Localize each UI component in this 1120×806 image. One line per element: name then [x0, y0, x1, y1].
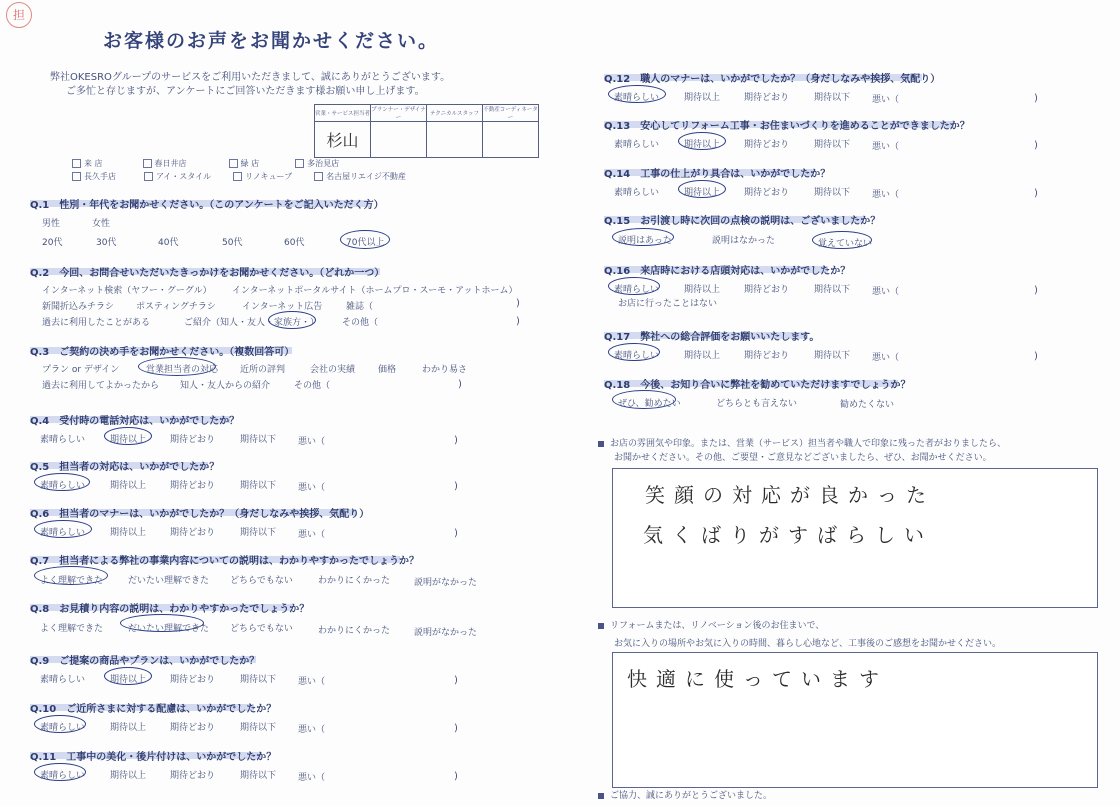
q4-option-4: 期待以下 — [240, 435, 277, 445]
q16-option-2: 期待以上 — [684, 285, 721, 295]
q2-opt: その他（ — [342, 318, 379, 328]
q17-option-2: 期待以上 — [684, 351, 721, 361]
q13-option-3: 期待どおり — [744, 140, 790, 150]
staff-header: テクニカルスタッフ — [427, 105, 483, 122]
q13-label: Q.13 安心してリフォーム工事・お住まいづくりを進めることができましたか？ — [604, 121, 970, 132]
q17-option-3: 期待どおり — [744, 351, 790, 361]
q12-option-4: 期待以下 — [814, 93, 851, 103]
q11-option-3: 期待どおり — [170, 771, 216, 781]
q16-extra: お店に行ったことはない — [618, 299, 718, 309]
q7-opt: どちらでもない — [230, 576, 293, 586]
comment-2-line-1: 快適に使っています — [627, 667, 888, 691]
q5-option-4: 期待以下 — [240, 481, 277, 491]
q8-opt: わかりにくかった — [318, 626, 391, 636]
q7-opt: わかりにくかった — [318, 576, 391, 586]
q3-opt: その他（ — [294, 381, 331, 391]
q4-paren: ) — [454, 435, 458, 446]
staff-header: 不動産コーディネーター — [483, 105, 539, 122]
q8-label: Q.8 お見積り内容の説明は、わかりやすかったでしょうか？ — [30, 604, 310, 615]
q14-label: Q.14 工事の仕上がり具合は、いかがでしたか？ — [604, 169, 831, 180]
q16-paren: ) — [1034, 285, 1038, 296]
q15-opt: 説明はなかった — [712, 236, 776, 246]
q9-option-4: 期待以下 — [240, 675, 277, 685]
q17-label: Q.17 弊社への総合評価をお願いいたします。 — [604, 332, 820, 343]
q17-option-4: 期待以下 — [814, 351, 851, 361]
comment-1-line-1: 笑顔の対応が良かった — [645, 483, 935, 507]
q3-opt: 過去に利用してよかったから — [42, 381, 160, 391]
q2-label: Q.2 今回、お問合せいただいたきっかけをお聞かせください。（どれか一つ） — [30, 268, 385, 279]
q8-opt: 説明がなかった — [414, 628, 478, 638]
comment-2-label-2: お気に入りの場所やお気に入りの時間、暮らし心地など、工事後のご感想をお聞かせください。 — [614, 639, 1002, 649]
q2-opt: 雑誌（ — [346, 302, 374, 312]
q2-opt: インターネットポータルサイト（ホームプロ・スーモ・アットホーム） — [232, 286, 518, 296]
q8-opt: だいたい理解できた — [128, 624, 210, 634]
q12-paren: ) — [1034, 93, 1038, 104]
q1-age-20: 20代 — [42, 238, 63, 248]
q5-label: Q.5 担当者の対応は、いかがでしたか？ — [30, 462, 220, 473]
q9-option-5: 悪い（ — [298, 677, 326, 687]
q15-label: Q.15 お引渡し時に次回の点検の説明は、ございましたか？ — [604, 216, 881, 227]
q6-paren: ) — [454, 528, 458, 539]
q11-paren: ) — [454, 771, 458, 782]
staff-header: 営業・サービス担当者 — [315, 105, 371, 122]
q9-option-1: 素晴らしい — [40, 675, 86, 685]
q18-opt: どちらとも言えない — [716, 399, 798, 409]
q12-label: Q.12 職人のマナーは、いかがでしたか？（身だしなみや挨拶、気配り） — [604, 74, 941, 85]
q7-opt: だいたい理解できた — [128, 576, 210, 586]
q7-opt: 説明がなかった — [414, 578, 478, 588]
q18-opt: 勧めたくない — [840, 400, 895, 410]
q10-option-4: 期待以下 — [240, 723, 277, 733]
q16-option-1: 素晴らしい — [614, 285, 660, 295]
intro-line-1: 弊社OKESROグループのサービスをご利用いただきまして、誠にありがとうございます。 — [50, 72, 451, 83]
q3-label: Q.3 ご契約の決め手をお聞かせください。（複数回答可） — [30, 347, 295, 358]
q17-paren: ) — [1034, 351, 1038, 362]
q4-option-1: 素晴らしい — [40, 435, 86, 445]
q10-option-5: 悪い（ — [298, 725, 326, 735]
q11-option-2: 期待以上 — [110, 771, 147, 781]
comment-1-box[interactable] — [612, 468, 1098, 608]
q5-option-2: 期待以上 — [110, 481, 147, 491]
sales-staff-name: 杉山 — [315, 122, 371, 158]
q16-option-3: 期待どおり — [744, 285, 790, 295]
q6-option-5: 悪い（ — [298, 530, 326, 540]
comment-1-label: お店の雰囲気や印象。または、営業（サービス）担当者や職人で印象に残った者がおりましたら、 — [598, 436, 1006, 449]
q10-option-1: 素晴らしい — [40, 723, 86, 733]
hanko-stamp: 担 — [6, 2, 32, 28]
q3-opt: わかり易さ — [422, 365, 468, 375]
q4-option-3: 期待どおり — [170, 435, 216, 445]
q2-opt: ポスティングチラシ — [136, 302, 216, 312]
q14-paren: ) — [1034, 188, 1038, 199]
q10-label: Q.10 ご近所さまに対する配慮は、いかがでしたか？ — [30, 704, 277, 715]
q2-opt: インターネット検索（ヤフー・グーグル） — [42, 286, 212, 296]
comment-1-line-2: 気くばりがすばらしい — [643, 523, 933, 547]
q17-option-5: 悪い（ — [872, 353, 900, 363]
q12-option-1: 素晴らしい — [614, 93, 660, 103]
q10-option-2: 期待以上 — [110, 723, 147, 733]
thanks-text: ご協力、誠にありがとうございました。 — [598, 788, 772, 801]
q6-option-2: 期待以上 — [110, 528, 147, 538]
q3-opt: 価格 — [378, 365, 397, 375]
q13-paren: ) — [1034, 140, 1038, 151]
q15-opt: 覚えていない — [818, 239, 873, 249]
q3-opt: 会社の実績 — [310, 365, 356, 375]
q2-opt: ご紹介（知人・友人・家族方・） — [184, 318, 320, 328]
comment-2-label: リフォームまたは、リノベーション後のお住まいで、 — [598, 618, 824, 631]
q3-opt: 営業担当者の対応 — [146, 365, 219, 375]
q12-option-2: 期待以上 — [684, 93, 721, 103]
q2-paren: ) — [516, 298, 520, 309]
q18-label: Q.18 今後、お知り合いに弊社を勧めていただけますでしょうか？ — [604, 380, 911, 391]
q9-option-2: 期待以上 — [110, 675, 147, 685]
q12-option-3: 期待どおり — [744, 93, 790, 103]
q8-opt: どちらでもない — [230, 624, 293, 634]
q5-option-3: 期待どおり — [170, 481, 216, 491]
q10-option-3: 期待どおり — [170, 723, 216, 733]
q16-label: Q.16 来店時における店頭対応は、いかがでしたか？ — [604, 266, 851, 277]
q6-label: Q.6 担当者のマナーは、いかがでしたか？（身だしなみや挨拶、気配り） — [30, 509, 370, 520]
q8-opt: よく理解できた — [40, 624, 104, 634]
q1-label: Q.1 性別・年代をお聞かせください。（このアンケートをご記入いただく方） — [30, 200, 384, 211]
comment-1-label-2: お聞かせください。その他、ご要望・ご意見などございましたら、ぜひ、お聞かせください。 — [614, 453, 992, 463]
q7-label: Q.7 担当者による弊社の事業内容についての説明は、わかりやすかったでしょうか？ — [30, 556, 420, 567]
q1-age-40: 40代 — [158, 238, 179, 248]
q14-option-1: 素晴らしい — [614, 188, 660, 198]
q11-label: Q.11 工事中の美化・後片付けは、いかがでしたか？ — [30, 752, 277, 763]
q4-option-2: 期待以上 — [110, 435, 147, 445]
q2-opt: 過去に利用したことがある — [42, 318, 151, 328]
q5-option-5: 悪い（ — [298, 483, 326, 493]
q16-option-4: 期待以下 — [814, 285, 851, 295]
q11-option-5: 悪い（ — [298, 773, 326, 783]
q12-option-5: 悪い（ — [872, 95, 900, 105]
q13-option-2: 期待以上 — [684, 140, 721, 150]
q3-opt: プラン or デザイン — [42, 365, 120, 375]
q4-label: Q.4 受付時の電話対応は、いかがでしたか？ — [30, 416, 240, 427]
staff-table — [314, 104, 539, 158]
q18-opt: ぜひ、勧めたい — [618, 399, 681, 409]
q10-paren: ) — [454, 723, 458, 734]
q1-age-50: 50代 — [222, 238, 243, 248]
q1-gender-male: 男性 — [42, 219, 61, 229]
q14-option-5: 悪い（ — [872, 190, 900, 200]
q1-gender-female: 女性 — [92, 219, 111, 229]
q13-option-5: 悪い（ — [872, 142, 900, 152]
q13-option-4: 期待以下 — [814, 140, 851, 150]
q14-option-4: 期待以下 — [814, 188, 851, 198]
q1-age-70: 70代以上 — [346, 238, 385, 248]
q15-opt: 説明はあった — [618, 236, 672, 246]
q13-option-1: 素晴らしい — [614, 140, 660, 150]
q9-paren: ) — [454, 675, 458, 686]
q4-option-5: 悪い（ — [298, 437, 326, 447]
q2-opt: 新聞折込みチラシ — [42, 302, 115, 312]
q1-age-60: 60代 — [284, 238, 305, 248]
q3-paren: ) — [458, 379, 462, 390]
q16-option-5: 悪い（ — [872, 287, 900, 297]
q9-label: Q.9 ご提案の商品やプランは、いかがでしたか？ — [30, 656, 260, 667]
page-title: お客様のお声をお聞かせください。 — [103, 30, 440, 52]
q7-opt: よく理解できた — [40, 576, 104, 586]
q5-option-1: 素晴らしい — [40, 481, 86, 491]
q2-paren: ) — [516, 316, 520, 327]
q6-option-4: 期待以下 — [240, 528, 277, 538]
q9-option-3: 期待どおり — [170, 675, 216, 685]
q14-option-2: 期待以上 — [684, 188, 721, 198]
q1-age-30: 30代 — [96, 238, 117, 248]
q14-option-3: 期待どおり — [744, 188, 790, 198]
q17-option-1: 素晴らしい — [614, 351, 660, 361]
q11-option-4: 期待以下 — [240, 771, 277, 781]
q5-paren: ) — [454, 481, 458, 492]
q2-opt: インターネット広告 — [242, 302, 323, 312]
store-row-1: 来 店 春日井店 緑 店 多治見店 — [72, 158, 339, 169]
comment-2-box[interactable] — [612, 652, 1098, 788]
q6-option-3: 期待どおり — [170, 528, 216, 538]
staff-header: プランナー・デザイナー — [371, 105, 427, 122]
intro-line-2: ご多忙と存じますが、アンケートにご回答いただきます様お願い申し上げます。 — [66, 86, 425, 97]
q3-opt: 近所の評判 — [240, 365, 286, 375]
q3-opt: 知人・友人からの紹介 — [180, 381, 271, 391]
q11-option-1: 素晴らしい — [40, 771, 86, 781]
store-row-2: 長久手店 アイ・スタイル リノキューブ 名古屋リエイジ不動産 — [72, 171, 406, 182]
q6-option-1: 素晴らしい — [40, 528, 86, 538]
